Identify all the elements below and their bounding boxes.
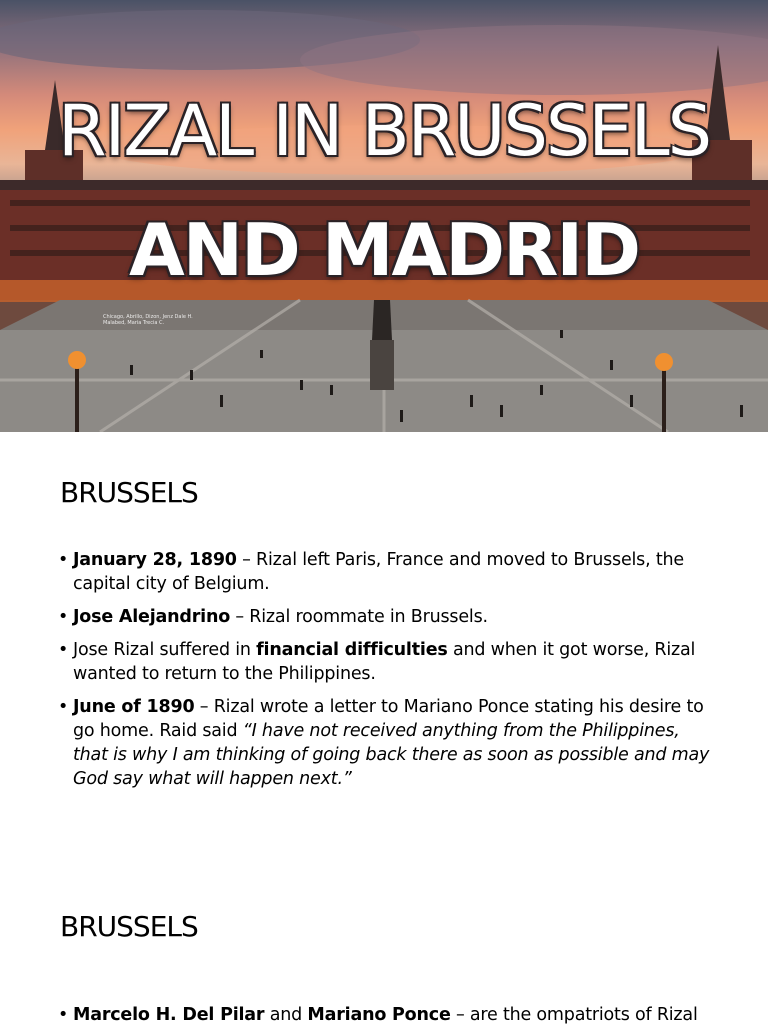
photo-credit: Chicago, Abrillo, Dizon, Jenz Dale H. Malabed, Maria Trecia C. [103,314,193,326]
bullet-item: • Jose Rizal suffered in financial difficulties and when it got worse, Rizal wanted to return to the Philippines. [58,638,718,686]
bullet-item: • Jose Alejandrino – Rizal roommate in Brussels. [58,605,718,629]
title-line-2: AND MADRID [129,208,639,292]
bullet-item: • Marcelo H. Del Pilar and Mariano Ponce – are the ompatriots of Rizal [58,1003,718,1027]
bullet-item: • June of 1890 – Rizal wrote a letter to Mariano Ponce stating his desire to go home. Raid said “I have not received anything from the Philippines, that is why I am thinking of going back there as soon as possible and may God say what will happen next.” [58,695,718,791]
title-slide [0,0,768,432]
title-line-1: RIZAL IN BRUSSELS [57,90,711,172]
slide2-heading: BRUSSELS [60,476,198,509]
slide3-heading: BRUSSELS [60,910,198,943]
bullet-item: • January 28, 1890 – Rizal left Paris, France and moved to Brussels, the capital city of Belgium. [58,548,718,596]
slide2-bullets [58,548,718,800]
slide3-bullets [58,1003,718,1036]
